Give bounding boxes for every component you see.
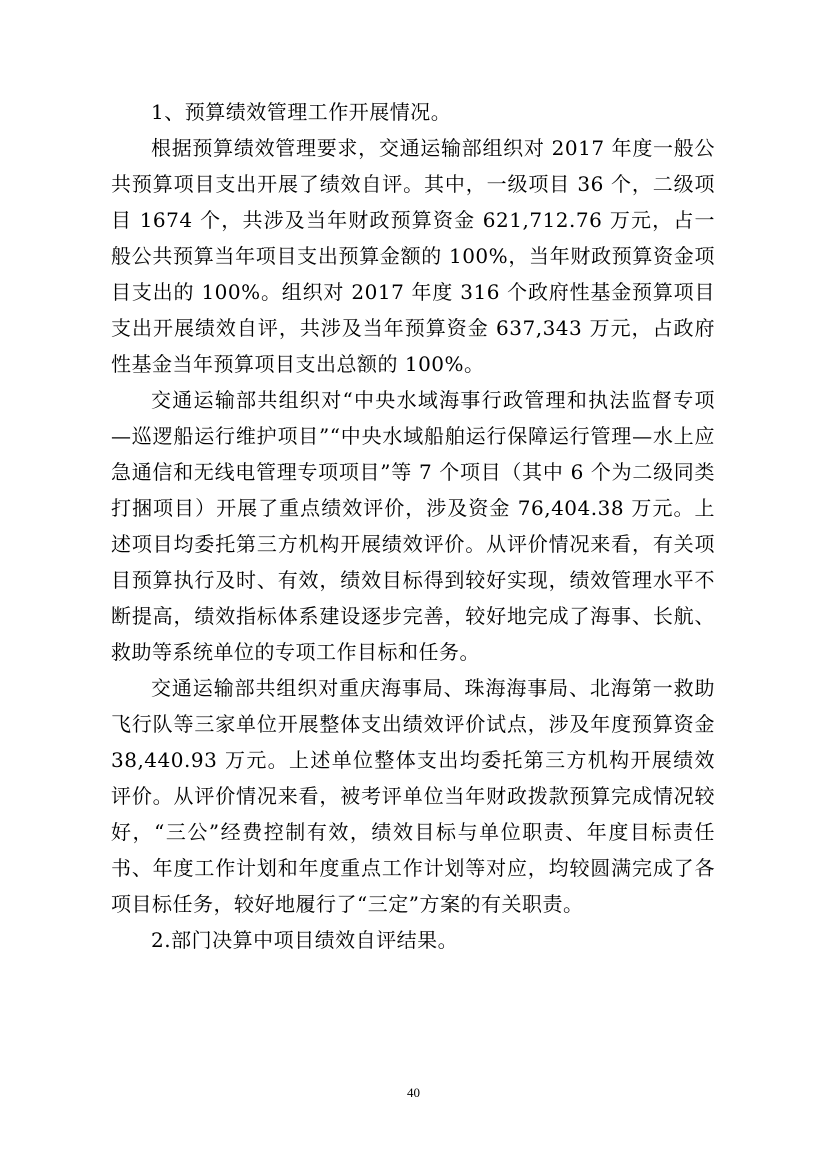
section-heading-2: 2.部门决算中项目绩效自评结果。 [151,928,459,952]
paragraph-key-evaluation: 交通运输部共组织对“中央水域海事行政管理和执法监督专项—巡逻船运行维护项目”“中央水域船舶运行保障运行管理—水上应急通信和无线电管理专项项目”等 7 个项目（其中 6 个为二级同类打捆项目）开展了重点绩效评价，涉及资金 76,404.38 万元。上述项目均委托第三方机构开展绩效评价。从评价情况来看，有关项目预算执行及时、有效，绩效目标得到较好实现，绩效管理水平不断提高，绩效指标体系建设逐步完善，较好地完成了海事、长航、救助等系统单位的专项工作目标和任务。 [111,388,715,664]
document-body [111,94,715,958]
page-number: 40 [407,1085,420,1100]
paragraph-self-evaluation: 根据预算绩效管理要求，交通运输部组织对 2017 年度一般公共预算项目支出开展了绩效自评。其中，一级项目 36 个，二级项目 1674 个，共涉及当年财政预算资金 621,712.76 万元，占一般公共预算当年项目支出预算金额的 100%，当年财政预算资金项目支出的 100%。组织对 2017 年度 316 个政府性基金预算项目支出开展绩效自评，共涉及当年预算资金 637,343 万元，占政府性基金当年预算项目支出总额的 100%。 [111,136,715,376]
paragraph-overall-evaluation: 交通运输部共组织对重庆海事局、珠海海事局、北海第一救助飞行队等三家单位开展整体支出绩效评价试点，涉及年度预算资金 38,440.93 万元。上述单位整体支出均委托第三方机构开展绩效评价。从评价情况来看，被考评单位当年财政拨款预算完成情况较好，“三公”经费控制有效，绩效目标与单位职责、年度目标责任书、年度工作计划和年度重点工作计划等对应，均较圆满完成了各项目标任务，较好地履行了“三定”方案的有关职责。 [111,676,715,916]
section-heading-1: 1、预算绩效管理工作开展情况。 [151,100,452,124]
